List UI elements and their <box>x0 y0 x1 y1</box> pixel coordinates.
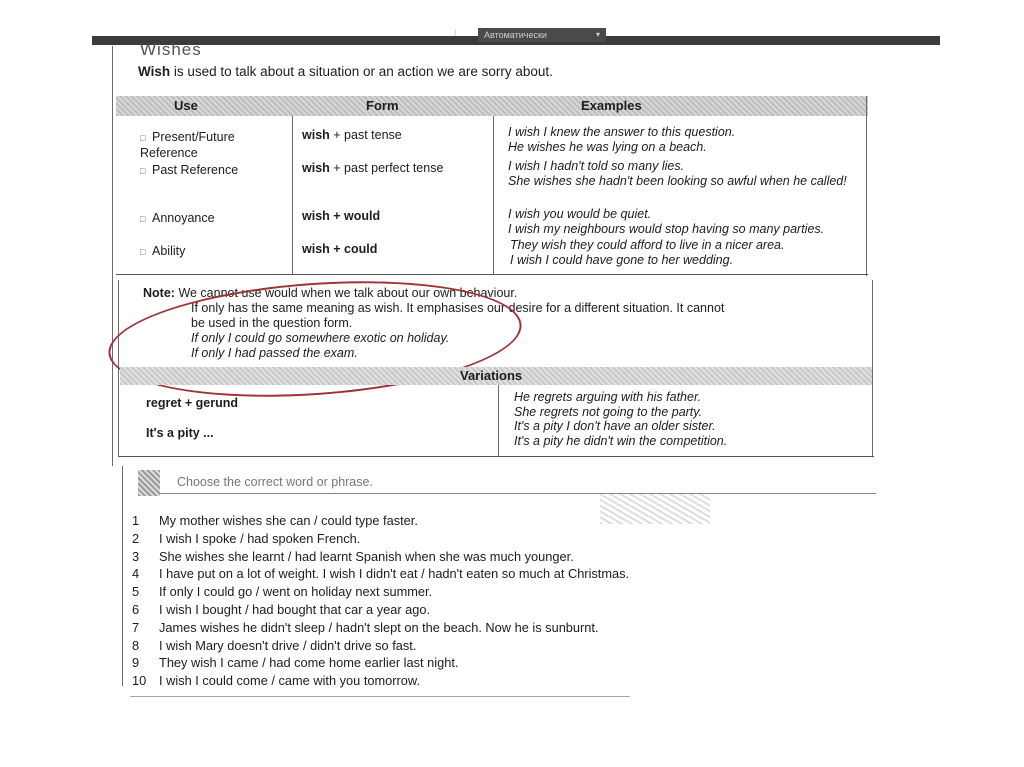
table-bottom-border <box>116 274 868 275</box>
item-text: I wish Mary doesn't drive / didn't drive so fast. <box>159 637 417 653</box>
item-number: 9 <box>132 655 140 671</box>
item-number: 5 <box>132 584 140 600</box>
item-text: If only I could go / went on holiday next summer. <box>159 584 433 600</box>
item-text: James wishes he didn't sleep / hadn't slept on the beach. Now he is sunburnt. <box>159 619 599 635</box>
example-line: I wish you would be quiet. <box>508 207 652 221</box>
page-title: Wishes <box>140 40 202 59</box>
item-text: I wish I could come / came with you tomorrow. <box>159 673 421 689</box>
zoom-dropdown-value: Автоматически <box>484 30 547 40</box>
form-bold: wish <box>302 128 330 142</box>
example-line: I wish I knew the answer to this question. <box>508 125 736 139</box>
item-text: I wish I bought / had bought that car a year ago. <box>159 601 431 617</box>
item-number: 8 <box>132 637 140 653</box>
form-rest: + past perfect tense <box>329 161 444 175</box>
exercise-number-icon <box>138 470 160 496</box>
form-bold: wish <box>302 161 330 175</box>
table-col-divider <box>493 116 494 274</box>
toolbar-separator: I <box>454 28 457 38</box>
item-number: 10 <box>132 673 147 689</box>
list-item <box>132 548 629 566</box>
example-line: It's a pity I don't have an older sister. <box>514 419 716 433</box>
exercise-list <box>132 512 629 690</box>
list-item <box>132 672 629 690</box>
footer-rule <box>130 696 630 697</box>
form-cell <box>302 242 377 257</box>
list-item <box>132 637 629 655</box>
item-number: 7 <box>132 619 140 635</box>
table-right-border <box>866 96 867 276</box>
item-number: 1 <box>132 513 140 528</box>
example-line: He wishes he was lying on a beach. <box>508 140 707 154</box>
examples-cell <box>508 125 858 155</box>
example-line: I wish my neighbours would stop having so many parties. <box>508 222 825 236</box>
intro-rest: is used to talk about a situation or an action we are sorry about. <box>170 64 553 79</box>
table-row <box>140 244 290 260</box>
variations-bottom-border <box>118 456 874 457</box>
form-bold: wish + could <box>302 242 378 256</box>
example-line: It's a pity he didn't win the competition. <box>514 433 728 448</box>
note-example: If only I could go somewhere exotic on holiday. <box>191 331 450 345</box>
example-line: She wishes she hadn't been looking so awful when he called! <box>508 174 847 188</box>
box-icon: □ <box>140 214 146 224</box>
use-cell: Annoyance <box>152 211 215 225</box>
variation-form: regret + gerund <box>146 396 239 410</box>
box-icon: □ <box>140 247 146 257</box>
item-text: They wish I came / had come home earlier last night. <box>159 655 459 671</box>
list-item <box>132 619 629 637</box>
viewer-toolbar <box>92 28 940 45</box>
item-text: My mother wishes she can / could type faster. <box>159 513 418 528</box>
page-left-border <box>112 46 113 466</box>
variation-form: It's a pity ... <box>146 426 214 440</box>
list-item <box>132 530 629 548</box>
note-line: If only has the same meaning as wish. It emphasises our desire for a different situation. It cannot <box>191 301 725 315</box>
header-form: Form <box>366 98 399 113</box>
page-left-border-lower <box>122 466 123 686</box>
list-item <box>132 512 629 530</box>
intro-bold: Wish <box>138 64 171 79</box>
example-line: He regrets arguing with his father. <box>514 390 702 404</box>
variations-divider <box>498 385 499 456</box>
table-row <box>140 163 290 179</box>
list-item <box>132 583 629 601</box>
table-header <box>116 96 868 116</box>
exercise-rule <box>160 493 876 494</box>
item-number: 3 <box>132 548 140 564</box>
box-icon: □ <box>140 166 146 176</box>
example-line: I wish I could have gone to her wedding. <box>510 253 734 267</box>
intro-text <box>138 64 553 79</box>
variation-examples <box>514 390 869 448</box>
form-cell <box>302 161 443 176</box>
item-number: 6 <box>132 601 140 617</box>
table-col-divider <box>292 116 293 274</box>
variations-header <box>120 367 872 385</box>
item-text: I wish I spoke / had spoken French. <box>159 530 361 546</box>
use-cell: Present/Future Reference <box>140 130 235 160</box>
note-line: be used in the question form. <box>191 316 353 330</box>
chevron-down-icon: ▾ <box>595 30 600 39</box>
table-row <box>140 211 290 227</box>
examples-cell <box>508 159 863 189</box>
example-line: They wish they could afford to live in a nicer area. <box>510 238 785 252</box>
examples-cell <box>508 207 863 237</box>
example-line: I wish I hadn't told so many lies. <box>508 159 685 173</box>
box-icon: □ <box>140 133 146 143</box>
form-rest: + past tense <box>329 128 402 142</box>
form-cell <box>302 209 380 224</box>
header-examples: Examples <box>581 98 642 113</box>
item-number: 4 <box>132 566 140 582</box>
list-item <box>132 601 629 619</box>
form-cell <box>302 128 402 143</box>
list-item <box>132 565 629 583</box>
note-label: Note: <box>143 286 175 300</box>
example-line: She regrets not going to the party. <box>514 404 703 419</box>
note-right-border <box>872 280 873 456</box>
item-number: 2 <box>132 530 140 546</box>
exercise-instruction: Choose the correct word or phrase. <box>177 475 373 489</box>
form-bold: wish + would <box>302 209 381 223</box>
header-use: Use <box>174 98 198 113</box>
use-cell: Past Reference <box>152 163 239 177</box>
table-row <box>140 130 290 161</box>
item-text: I have put on a lot of weight. I wish I didn't eat / hadn't eaten so much at Christmas. <box>159 566 630 582</box>
item-text: She wishes she learnt / had learnt Spanish when she was much younger. <box>159 548 574 564</box>
variations-title: Variations <box>460 368 523 383</box>
note-line: We cannot use would when we talk about our own behaviour. <box>178 286 518 300</box>
use-cell: Ability <box>152 244 186 258</box>
list-item <box>132 654 629 672</box>
examples-cell <box>510 238 865 268</box>
note-example: If only I had passed the exam. <box>191 346 358 360</box>
zoom-dropdown[interactable] <box>478 28 606 42</box>
